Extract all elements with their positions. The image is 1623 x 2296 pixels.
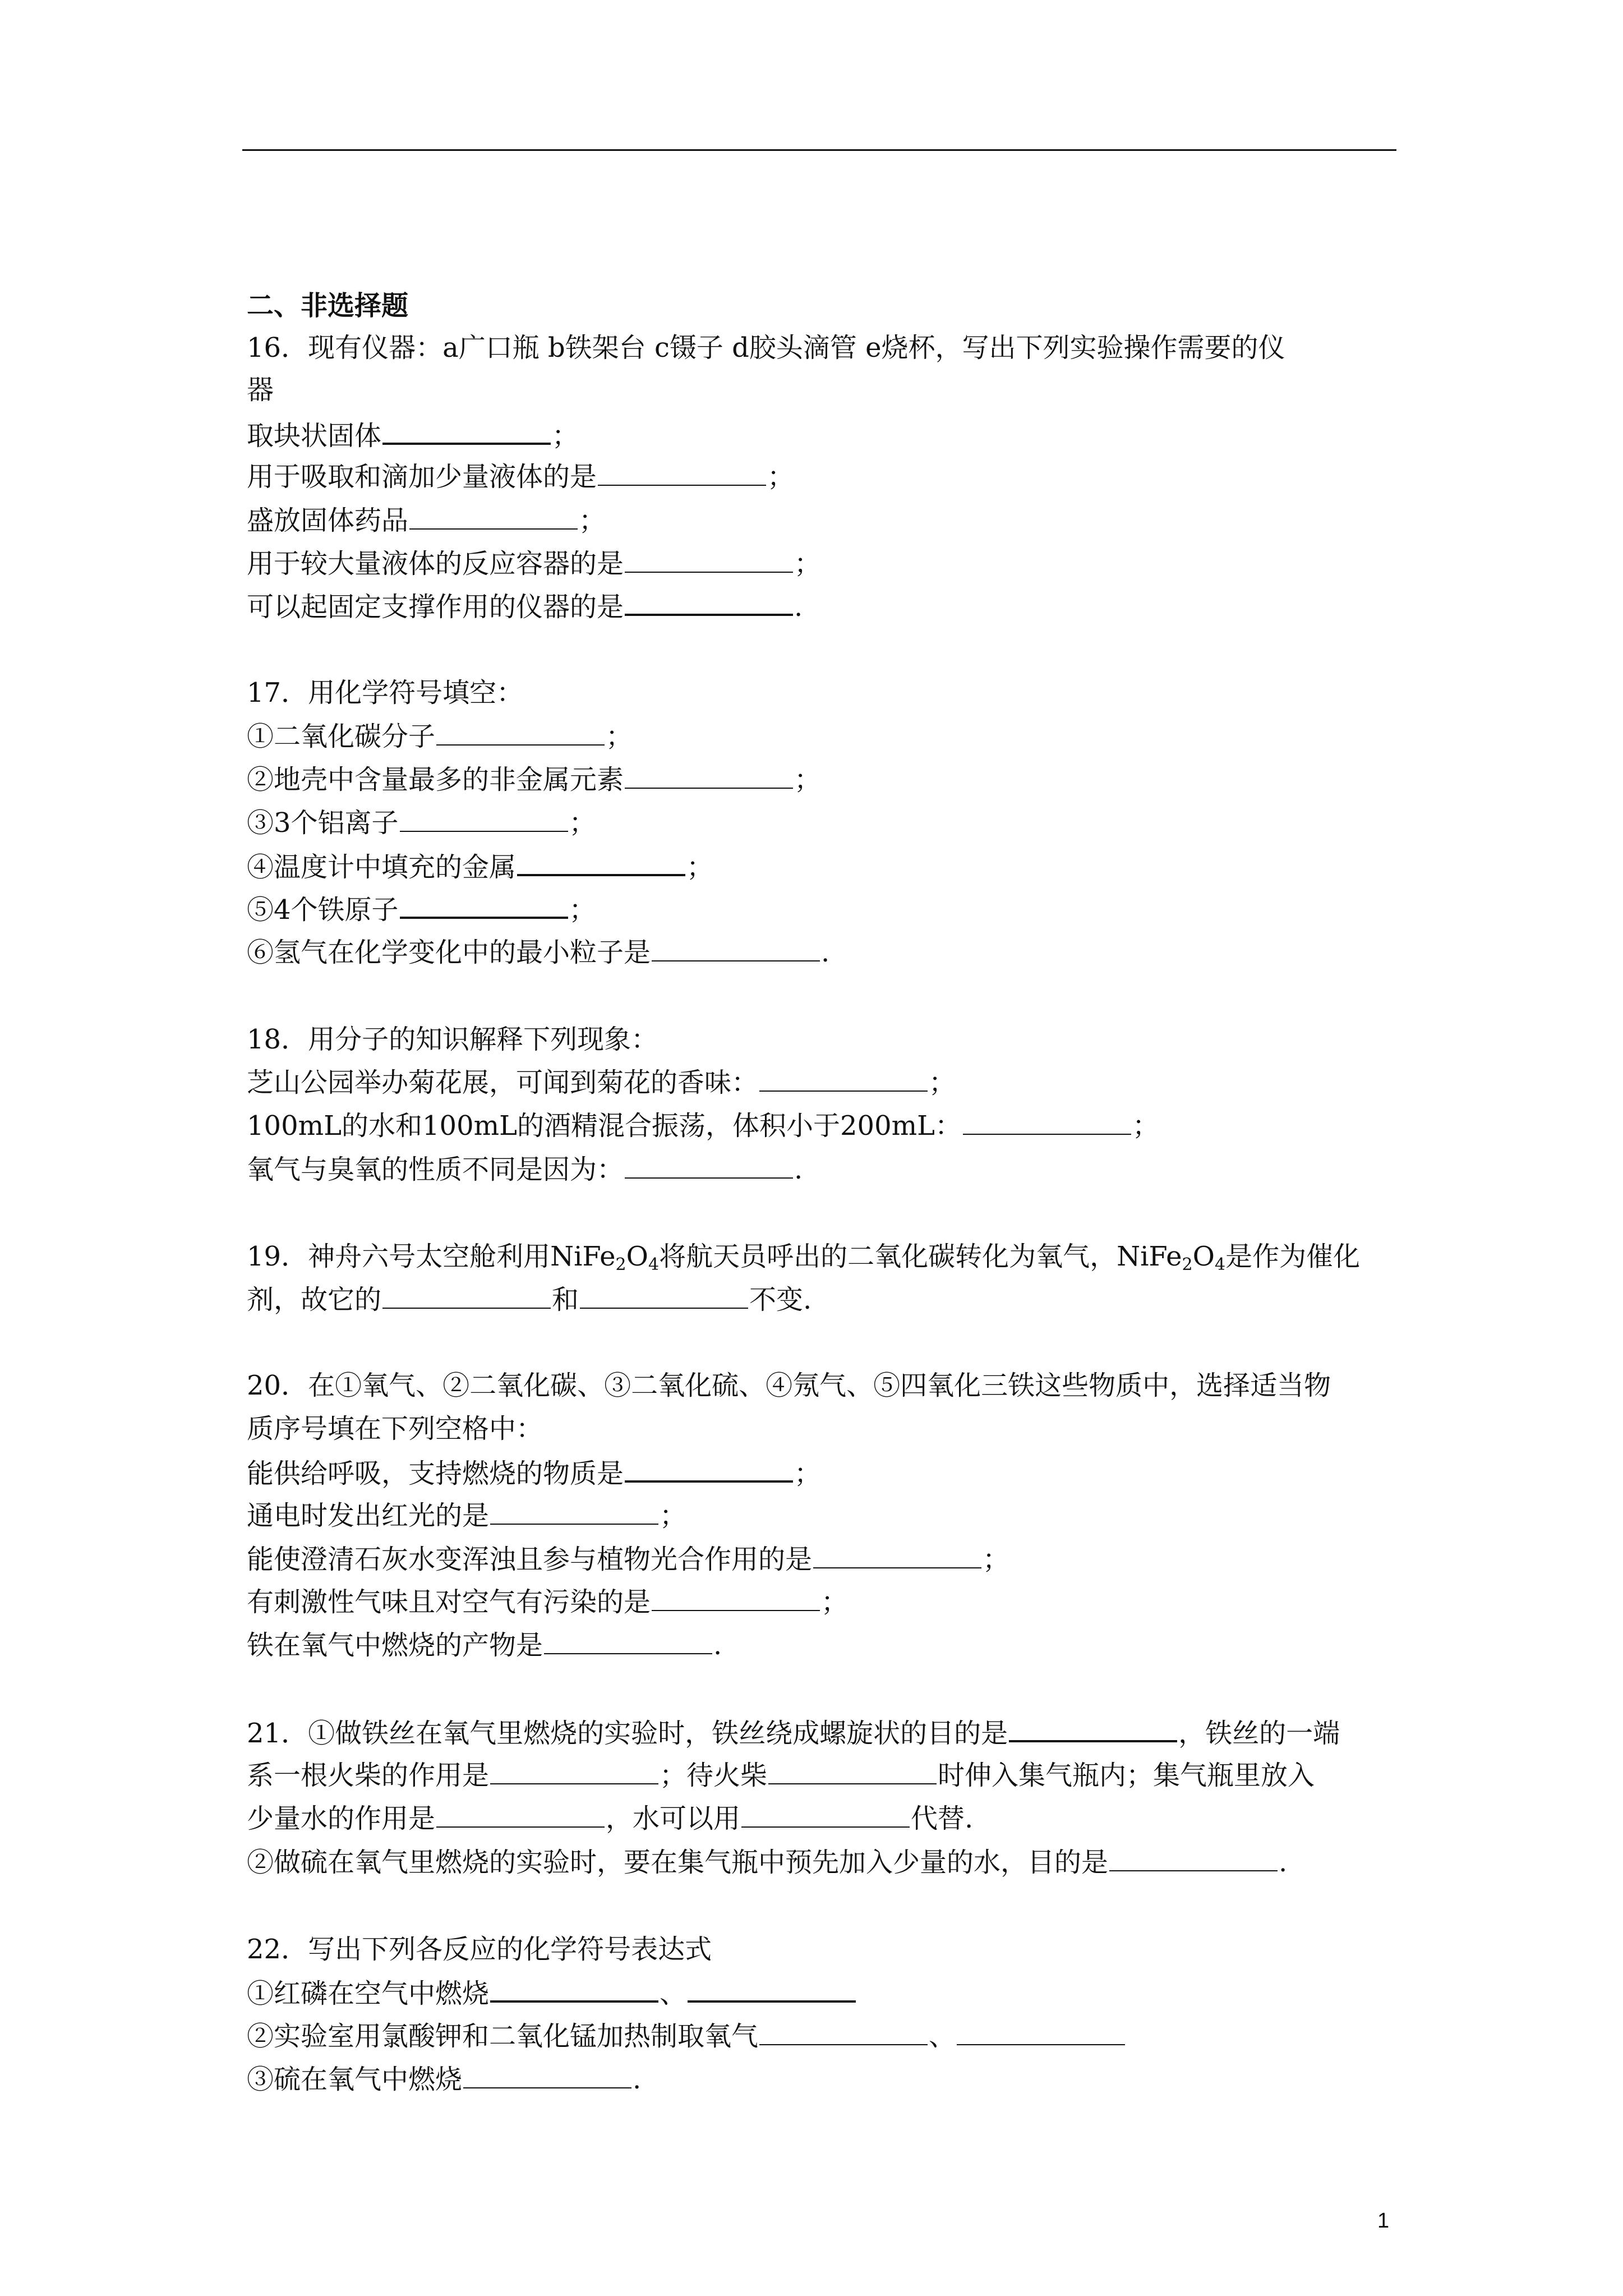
answer-blank[interactable]	[490, 1976, 658, 2003]
answer-blank[interactable]	[517, 849, 685, 876]
answer-blank[interactable]	[625, 589, 793, 616]
answer-blank[interactable]	[957, 2019, 1125, 2045]
header-rule	[242, 149, 1396, 151]
q19-line1: 19．神舟六号太空舱利用$NiFe_2O_4$将航天员呼出的二氧化碳转化为氧气，$NiFe_2O_4$是作为催化	[247, 1241, 1361, 1274]
q20-item-1: 能供给呼吸，支持燃烧的物质是 ；	[247, 1456, 821, 1490]
q17-item-1: ①二氧化碳分子 ；	[247, 721, 633, 752]
answer-blank[interactable]	[625, 547, 793, 573]
answer-blank[interactable]	[463, 2063, 631, 2088]
answer-blank[interactable]	[625, 1456, 793, 1483]
q17-item-5: ⑤4个铁原子 ；	[247, 892, 596, 927]
q16-item-5: 可以起固定支撑作用的仪器的是 .	[247, 589, 803, 624]
q21-line1: 21．①做铁丝在氧气里燃烧的实验时，铁丝绕成螺旋状的目的是 ，铁丝的一端	[247, 1715, 1340, 1750]
answer-blank[interactable]	[580, 1283, 748, 1309]
q17-item-2: ②地壳中含量最多的非金属元素 ；	[247, 764, 822, 795]
q17-item-3: ③3个铝离子 ；	[247, 807, 596, 839]
q19-line2: 剂，故它的 和 不变.	[247, 1284, 812, 1315]
answer-blank[interactable]	[409, 504, 578, 530]
answer-blank[interactable]	[759, 2019, 928, 2045]
q17-item-4: ④温度计中填充的金属 ；	[247, 849, 713, 884]
answer-blank[interactable]	[1009, 1715, 1177, 1742]
q22-item-2: ②实验室用氯酸钾和二氧化锰加热制取氧气 、	[247, 2019, 1126, 2053]
q21-line3: 少量水的作用是 ，水可以用 代替.	[247, 1803, 974, 1834]
answer-blank[interactable]	[688, 1976, 856, 2003]
answer-blank[interactable]	[382, 1283, 551, 1309]
q18-stem: 18．用分子的知识解释下列现象：	[247, 1024, 658, 1055]
q16-stem-line2: 器	[247, 374, 274, 406]
answer-blank[interactable]	[1109, 1846, 1278, 1871]
q16-item-2: 用于吸取和滴加少量液体的是 ；	[247, 461, 795, 493]
answer-blank[interactable]	[400, 892, 568, 919]
q18-item-3: 氧气与臭氧的性质不同是因为： .	[247, 1154, 803, 1185]
answer-blank[interactable]	[625, 763, 793, 789]
q22-stem: 22．写出下列各反应的化学符号表达式	[247, 1934, 712, 1965]
answer-blank[interactable]	[759, 1066, 928, 1092]
q20-item-3: 能使澄清石灰水变浑浊且参与植物光合作用的是 ；	[247, 1544, 1010, 1575]
answer-blank[interactable]	[963, 1109, 1131, 1135]
answer-blank[interactable]	[741, 1802, 910, 1828]
q21-line2: 系一根火柴的作用是 ；待火柴 时伸入集气瓶内；集气瓶里放入	[247, 1760, 1315, 1791]
answer-blank[interactable]	[400, 806, 568, 832]
q20-item-5: 铁在氧气中燃烧的产物是 .	[247, 1630, 722, 1661]
q20-item-2: 通电时发出红光的是 ；	[247, 1500, 687, 1531]
section-heading: 二、非选择题	[247, 290, 409, 321]
answer-blank[interactable]	[813, 1543, 981, 1568]
q18-item-1: 芝山公园举办菊花展，可闻到菊花的香味： ；	[247, 1067, 956, 1098]
answer-blank[interactable]	[652, 1585, 820, 1611]
q16-item-4: 用于较大量液体的反应容器的是 ；	[247, 548, 822, 579]
answer-blank[interactable]	[490, 1499, 658, 1525]
answer-blank[interactable]	[544, 1628, 712, 1654]
answer-blank[interactable]	[598, 460, 766, 486]
q22-item-1: ①红磷在空气中燃烧 、	[247, 1976, 857, 2010]
answer-blank[interactable]	[382, 418, 551, 445]
q17-stem: 17．用化学符号填空：	[247, 677, 524, 708]
page-number: 1	[1377, 2209, 1390, 2233]
answer-blank[interactable]	[652, 936, 820, 961]
answer-blank[interactable]	[768, 1759, 937, 1784]
answer-blank[interactable]	[625, 1153, 793, 1179]
answer-blank[interactable]	[436, 1802, 605, 1828]
q20-stem-line1: 20．在①氧气、②二氧化碳、③二氧化硫、④氖气、⑤四氧化三铁这些物质中，选择适当物	[247, 1370, 1331, 1401]
q20-stem-line2: 质序号填在下列空格中：	[247, 1413, 543, 1444]
q18-item-2: 100mL的水和100mL的酒精混合振荡，体积小于200mL： ；	[247, 1110, 1160, 1142]
q17-item-6: ⑥氢气在化学变化中的最小粒子是 .	[247, 937, 830, 968]
q16-item-1: 取块状固体 ；	[247, 418, 579, 453]
answer-blank[interactable]	[436, 720, 605, 746]
q16-stem-line1: 16．现有仪器：a广口瓶 b铁架台 c镊子 d胶头滴管 e烧杯，写出下列实验操作需要的仪	[247, 332, 1285, 364]
q21-line4: ②做硫在氧气里燃烧的实验时，要在集气瓶中预先加入少量的水，目的是 .	[247, 1847, 1288, 1878]
q16-item-3: 盛放固体药品 ；	[247, 505, 606, 536]
q22-item-3: ③硫在氧气中燃烧 .	[247, 2064, 642, 2095]
q20-item-4: 有刺激性气味且对空气有污染的是 ；	[247, 1586, 849, 1618]
answer-blank[interactable]	[490, 1759, 658, 1784]
